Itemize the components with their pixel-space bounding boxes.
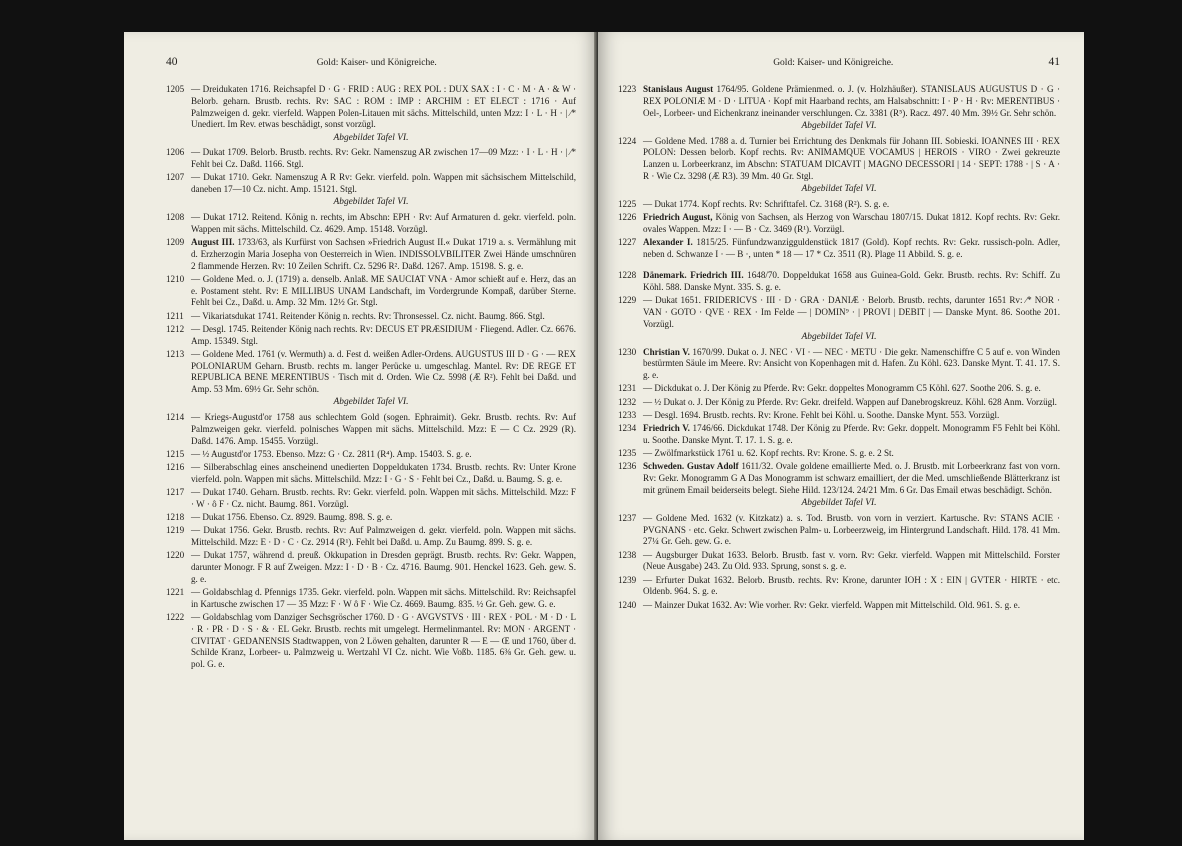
running-title-left: Gold: Kaiser- und Königreiche. [316, 58, 437, 68]
entry-description: — Erfurter Dukat 1632. Belorb. Brustb. rechts. Rv: Krone, darunter IOH : X : EIN | GVTER · HIRTE · etc. Oldenb. 964. S. g. e. [643, 574, 1060, 597]
catalog-entry [166, 172, 576, 196]
page-number-left: 40 [166, 56, 178, 68]
entry-description: — Zwölfmarkstück 1761 u. 62. Kopf rechts. Rv: Krone. S. g. e. 2 St. [643, 448, 894, 458]
catalog-entry [618, 448, 1060, 460]
catalog-entry [618, 136, 1060, 183]
entry-description: — Desgl. 1694. Brustb. rechts. Rv: Krone. Fehlt bei Köhl. u. Soothe. Danske Mynt. 553. Vorzügl. [643, 409, 1000, 420]
lot-number: 1229 [618, 295, 637, 305]
catalog-entry [166, 512, 576, 524]
entry-description: 1764/95. Goldene Prämienmed. o. J. (v. Holzhäußer). STANISLAUS AUGUSTUS D · G · REX POLONIÆ M · D · LITUA · Kopf mit Haarband rechts, am Halsabschnitt: I · P · H · Rv: MERENTIBUS · Oel-, Lorbeer- und Eichenkranz ineinander verschlungen. Cz. 3381 (R⁵). Racz. 497. 40 Mm. 39½ Gr. Sehr schön. [643, 84, 1061, 118]
entry-heading: Friedrich V. [643, 423, 690, 433]
entry-description: — Dukat 1756. Ebenso. Cz. 8929. Baumg. 898. S. g. e. [191, 512, 393, 522]
catalog-entry [618, 212, 1060, 236]
left-page [124, 32, 598, 840]
catalog-entry [618, 270, 1060, 294]
catalog-entry [618, 423, 1060, 447]
catalog-entry [166, 412, 576, 447]
catalog-entry [618, 461, 1060, 496]
plate-reference: Abgebildet Tafel VI. [333, 132, 409, 143]
entry-description: König von Sachsen, als Herzog von Warschau 1807/15. Dukat 1812. Kopf rechts. Rv: Gekr. ovales Wappen. Mzz: I · — B · Cz. 3469 (R¹). Vorzügl. [643, 212, 1060, 234]
catalog-entry [618, 84, 1060, 119]
lot-number: 1219 [166, 525, 185, 536]
entry-heading: Dänemark. Friedrich III. [643, 270, 744, 280]
lot-number: 1235 [618, 448, 637, 458]
lot-number: 1233 [618, 409, 637, 420]
entry-description: — Mainzer Dukat 1632. Av: Wie vorher. Rv: Gekr. vierfeld. Wappen mit Mittelschild. Old. 961. S. g. e. [643, 599, 1020, 610]
lot-number: 1206 [166, 147, 185, 158]
lot-number: 1230 [618, 346, 637, 357]
lot-number: 1221 [166, 587, 185, 597]
entry-description: — Dukat 1651. FRIDERICVS · III · D · GRA · DANIÆ · Belorb. Brustb. rechts, darunter 1651 Rv: ⁄* NOR · VAN · GOTO · QVE · REX · Im Felde — | DOMIN⁹ · | PROVI | DEBIT | — Danske Mynt. 86. Soothe 201. Vorzügl. [643, 295, 1060, 329]
lot-number: 1227 [618, 237, 637, 247]
entry-description: — Dukat 1710. Gekr. Namenszug A R Rv: Gekr. vierfeld. poln. Wappen mit sächsischem Mittelschild, daneben 17—10 Cz. nicht. Amp. 15121. Stgl. [191, 172, 576, 194]
entry-description: — Vikariatsdukat 1741. Reitender König n. rechts. Rv: Thronsessel. Cz. nicht. Baumg. 866. Stgl. [191, 310, 545, 321]
catalog-entry [166, 449, 576, 461]
entry-description: — Dreidukaten 1716. Reichsapfel D · G · FRID : AUG : REX POL : DUX SAX : I · C · M · A · & W · Belorb. geharn. Brustb. rechts. Rv: SAC : ROM : IMP : ARCHIM : ET ELECT : 1716 · Auf Palmzweigen d. gekr. vierfeld. Wappen Polen-Litauen mit sächs. Mittelschild, unten Mzz: I · L · H · | ⁄* Unediert. Im Rev. etwas beschädigt, sonst vorzügl. [191, 84, 576, 130]
catalog-entry [166, 462, 576, 486]
entry-heading: August III. [191, 237, 235, 247]
lot-number: 1207 [166, 172, 185, 183]
catalog-entry [166, 237, 576, 272]
catalog-entry [166, 525, 576, 549]
lot-number: 1215 [166, 448, 185, 459]
lot-number: 1231 [618, 383, 637, 394]
catalog-entry [166, 274, 576, 309]
lot-number: 1209 [166, 237, 185, 247]
lot-number: 1225 [618, 198, 637, 209]
catalog-entry [166, 487, 576, 511]
lot-number: 1228 [618, 270, 637, 280]
lot-number: 1236 [618, 461, 637, 472]
catalog-entry [166, 311, 576, 323]
entry-description: — ½ Augustd'or 1753. Ebenso. Mzz: G · Cz. 2811 (R⁴). Amp. 15403. S. g. e. [191, 448, 472, 459]
entry-heading: Schweden. Gustav Adolf [643, 461, 739, 472]
catalog-entry [618, 237, 1060, 261]
right-catalog-entries [618, 84, 1060, 611]
entry-description: — Dukat 1740. Geharn. Brustb. rechts. Rv: Gekr. vierfeld. poln. Wappen mit sächs. Mittelschild. Mzz: F · W · ô F · Cz. nicht. Baumg. 861. Vorzügl. [191, 487, 576, 509]
entry-heading: Friedrich August, [643, 212, 713, 222]
entry-description: — ½ Dukat o. J. Der König zu Pferde. Rv: Gekr. dreifeld. Wappen auf Danebrogskreuz. Köhl. 628 Anm. Vorzügl. [643, 396, 1057, 407]
lot-number: 1239 [618, 574, 637, 585]
plate-reference: Abgebildet Tafel VI. [801, 184, 877, 194]
catalog-entry [618, 550, 1060, 574]
entry-description: 1611/32. Ovale goldene emaillierte Med. o. J. Brustb. mit Lorbeerkranz fast von vorn. Rv: Gekr. Monogramm G A Das Monogramm ist schwarz emailliert, der die Med. umschließende Blätterkranz ist mit grünem Email beiderseits belegt. Siehe Hild. 123/124. 24/21 Mm. 6 Gr. Das Email etwas beschädigt. Schön. [643, 461, 1060, 495]
entry-description: — Goldabschlag d. Pfennigs 1735. Gekr. vierfeld. poln. Wappen mit sächs. Mittelschild. Rv: Reichsapfel in Kartusche zwischen 17 — 35 Mzz: F · W ô F · Wie Cz. 4669. Baumg. 835. ½ Gr. Geh. gew. G. e. [191, 587, 576, 609]
lot-number: 1212 [166, 323, 185, 334]
catalog-entry [618, 347, 1060, 382]
lot-number: 1234 [618, 423, 637, 433]
entry-description: 1648/70. Doppeldukat 1658 aus Guinea-Gold. Gekr. Brustb. rechts. Rv: Schiff. Zu Köhl. 588. Danske Mynt. 335. S. g. e. [643, 270, 1060, 292]
catalog-entry [166, 587, 576, 611]
lot-number: 1224 [618, 135, 637, 146]
entry-description: — Dukat 1709. Belorb. Brustb. rechts. Rv: Gekr. Namenszug AR zwischen 17—09 Mzz: · I · L · H · | ⁄* Fehlt bei Cz. Daßd. 1166. Stgl. [191, 147, 576, 169]
catalog-entry [618, 199, 1060, 211]
entry-description: 1670/99. Dukat o. J. NEC · VI · — NEC · METU · Die gekr. Namenschiffre C 5 auf e. von Winden bestürmten Säule im Meere. Rv: Ansicht von Kopenhagen mit d. Hafen. Zu Köhl. 623. Danske Mynt. T. 41. 17. S. g. e. [643, 346, 1060, 380]
right-page-header [618, 56, 1060, 70]
catalog-entry [618, 600, 1060, 612]
catalog-entry [618, 383, 1060, 395]
left-catalog-entries [166, 84, 576, 671]
entry-description: — Dukat 1756. Gekr. Brustb. rechts. Rv: Auf Palmzweigen d. gekr. vierfeld. poln. Wappen mit sächs. Mittelschild. Mzz: E · D · C · Cz. 2914 (R¹). Fehlt bei Daßd. u. Amp. Zu Baumg. 899. S. g. e. [191, 525, 576, 547]
entry-description: 1815/25. Fünfundzwanzigguldenstück 1817 (Gold). Kopf rechts. Rv: Gekr. russisch-poln. Adler, neben d. Schwanze I · — B ·, unten * 18 — 17 * Cz. 3511 (R). Plage 11 Abbild. S. g. e. [643, 237, 1060, 259]
catalog-entry [166, 612, 576, 671]
plate-reference: Abgebildet Tafel VI. [801, 498, 877, 508]
lot-number: 1218 [166, 512, 185, 522]
lot-number: 1240 [618, 599, 637, 610]
entry-description: 1733/63, als Kurfürst von Sachsen »Friedrich August II.« Dukat 1719 a. s. Vermählung mit d. Erzherzogin Maria Josepha von Oesterreich in Wien. INDISSOLVBILITER Zwei Hände umschnüren 2 flammende Herzen. Rv: 10 Zeilen Schrift. Cz. 5296 R². Daßd. 1267. Amp. 15198. S. g. e. [191, 237, 576, 271]
catalog-entry [618, 397, 1060, 409]
entry-description: — Goldene Med. 1632 (v. Kitzkatz) a. s. Tod. Brustb. von vorn in verziert. Kartusche. Rv: STANS ACIE · PVGNANS · etc. Gekr. Schwert zwischen Palm- u. Lorbeerzweig, im Hintergrund Landschaft. Hild. 178. 41 Mm. 27¼ Gr. Geh. gew. G. e. [643, 512, 1060, 547]
entry-description: — Kriegs-Augustd'or 1758 aus schlechtem Gold (sogen. Ephraimit). Gekr. Brustb. rechts. Rv: Auf Palmzweigen gekr. vierfeld. polnisches Wappen mit sächs. Mittelschild. Mzz: E — C Cz. 2929 (R). Daßd. 1476. Amp. 15455. Vorzügl. [191, 412, 576, 446]
entry-description: — Goldene Med. 1761 (v. Wermuth) a. d. Fest d. weißen Adler-Ordens. AUGUSTUS III D · G · — REX POLONIARUM Geharn. Brustb. rechts m. langer Perücke u. umgeschlag. Mantel. Rv: DE REGE ET REPUBLICA BENE MERENTIBUS · Tisch mit d. Orden. Wie Cz. 5998 (Æ R²). Fehlt bei Daßd. und Amp. 53 Mm. 69½ Gr. Sehr schön. [191, 348, 576, 394]
catalog-entry [166, 349, 576, 396]
entry-heading: Alexander I. [643, 237, 693, 247]
catalog-entry [618, 513, 1060, 548]
catalog-entry [166, 147, 576, 171]
entry-description: 1746/66. Dickdukat 1748. Der König zu Pferde. Rv: Gekr. doppelt. Monogramm F5 Fehlt bei Köhl. u. Soothe. Danske Mynt. T. 17. 1. S. g. e. [643, 423, 1060, 445]
entry-description: — Goldene Med. o. J. (1719) a. denselb. Anlaß. ME SAUCIAT VNA · Amor schießt auf e. Herz, das an e. Postament steht. Rv: E MILLIBUS UNAM Landschaft, im Vordergrunde Kompaß, darüber Sterne. Fehlt bei Cz., Daßd. u. Amp. 32 Mm. 12½ Gr. Stgl. [191, 273, 576, 308]
lot-number: 1217 [166, 487, 185, 497]
entry-description: — Augsburger Dukat 1633. Belorb. Brustb. fast v. vorn. Rv: Gekr. vierfeld. Wappen mit Mittelschild. Forster (Neue Ausgabe) 243. Zu Old. 933. Sprung, sonst s. g. e. [643, 549, 1060, 572]
catalog-entry [618, 410, 1060, 422]
section-gap [618, 262, 1060, 270]
catalog-entry [166, 324, 576, 348]
lot-number: 1216 [166, 462, 185, 472]
page-number-right: 41 [1048, 56, 1060, 68]
catalog-entry [166, 550, 576, 585]
lot-number: 1222 [166, 612, 185, 622]
entry-heading: Christian V. [643, 346, 690, 357]
plate-reference: Abgebildet Tafel VI. [333, 397, 409, 408]
lot-number: 1205 [166, 84, 185, 94]
lot-number: 1214 [166, 412, 185, 422]
lot-number: 1211 [166, 310, 184, 321]
catalog-entry [166, 84, 576, 131]
entry-description: — Desgl. 1745. Reitender König nach rechts. Rv: DECUS ET PRÆSIDIUM · Fliegend. Adler. Cz. 6676. Amp. 15349. Stgl. [191, 323, 576, 346]
lot-number: 1237 [618, 512, 637, 523]
lot-number: 1238 [618, 549, 637, 560]
lot-number: 1226 [618, 212, 637, 222]
running-title-right: Gold: Kaiser- und Königreiche. [773, 58, 894, 68]
entry-description: — Goldene Med. 1788 a. d. Turnier bei Errichtung des Denkmals für Johann III. Sobieski. IOANNES III · REX POLON: Dessen belorb. Kopf rechts. Rv: ANIMAMQUE VOCAMUS | HEROIS · VIRO · Zwei gekreuzte Lanzen u. Lorbeerkranz, im Abschn: STATUAM DICAVIT | MAGNO DECESSORI | 14 · SEPT: 1788 · | S · A · R · Wie Cz. 3298 (Æ R3). 39 Mm. 40 Gr. Stgl. [643, 135, 1060, 181]
lot-number: 1208 [166, 212, 185, 222]
catalog-entry [166, 212, 576, 236]
plate-reference: Abgebildet Tafel VI. [801, 331, 877, 342]
entry-description: — Dickdukat o. J. Der König zu Pferde. Rv: Gekr. doppeltes Monogramm C5 Köhl. 627. Soothe 206. S. g. e. [643, 383, 1041, 394]
catalog-entry [618, 575, 1060, 599]
entry-heading: Stanislaus August [643, 84, 714, 94]
catalog-entry [618, 295, 1060, 330]
entry-description: — Dukat 1774. Kopf rechts. Rv: Schrifttafel. Cz. 3168 (R²). S. g. e. [643, 198, 890, 209]
lot-number: 1213 [166, 348, 185, 359]
left-page-header [166, 56, 576, 70]
entry-description: — Dukat 1757, während d. preuß. Okkupation in Dresden geprägt. Brustb. rechts. Rv: Gekr. Wappen, darunter Monogr. F R auf Zweigen. Mzz: I · D · B · Cz. 4716. Baumg. 901. Henckel 1623. Geh. gew. S. g. e. [191, 550, 576, 584]
plate-reference: Abgebildet Tafel VI. [801, 120, 877, 131]
right-page [598, 32, 1084, 840]
plate-reference: Abgebildet Tafel VI. [333, 197, 409, 208]
lot-number: 1210 [166, 273, 185, 284]
lot-number: 1232 [618, 396, 637, 407]
entry-description: — Dukat 1712. Reitend. König n. rechts, im Abschn: EPH · Rv: Auf Armaturen d. gekr. vierfeld. poln. Wappen mit sächs. Mittelschild. Cz. 4629. Amp. 15148. Vorzügl. [191, 212, 576, 234]
entry-description: — Silberabschlag eines anscheinend unedierten Doppeldukaten 1734. Brustb. rechts. Rv: Unter Krone vierfeld. poln. Wappen mit sächs. Mittelschild. Mzz: I · G · S · Fehlt bei Cz., Daßd. u. Baumg. S. g. e. [191, 462, 576, 484]
entry-description: — Goldabschlag vom Danziger Sechsgröscher 1760. D · G · AVGVSTVS · III · REX · POL · M · D · L · R · PR · D · S · & · EL Gekr. Brustb. rechts mit umgelegt. Hermelinmantel. Rv: MON · ARGENT · CIVITAT · GEDANENSIS Stadtwappen, von 2 Löwen gehalten, darunter R — E — Œ und 1760, über d. Schilde Kranz, Lorbeer- u. Palmzweig u. Wertzahl VI Cz. nicht. Wie Voßb. 1185. 6⅜ Gr. Geh. gew. u. pol. G. e. [191, 612, 576, 669]
lot-number: 1220 [166, 550, 185, 561]
lot-number: 1223 [618, 84, 637, 94]
